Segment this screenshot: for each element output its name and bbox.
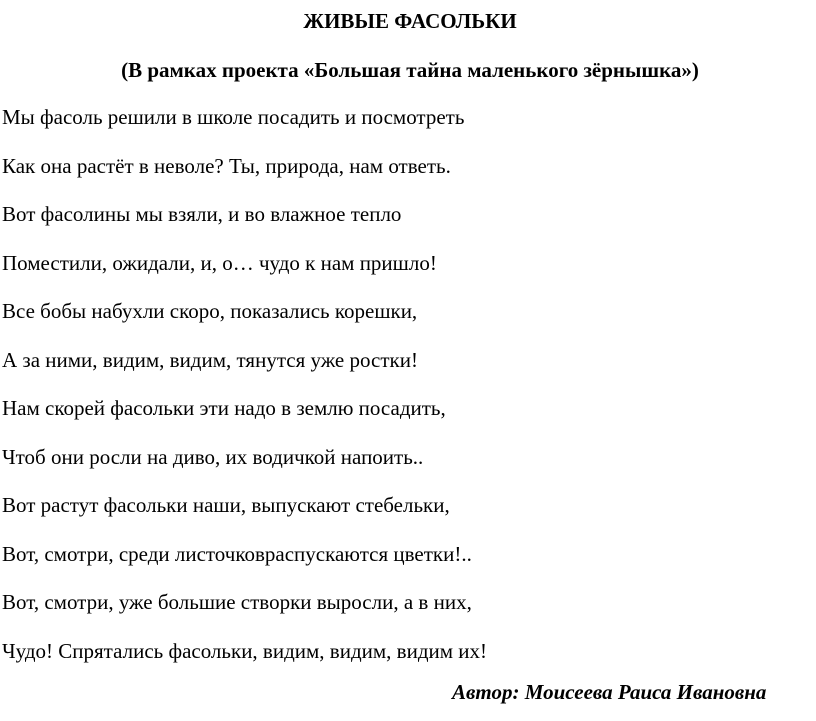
- poem-line: Как она растёт в неволе? Ты, природа, нам ответь.: [2, 153, 451, 178]
- poem-line: А за ними, видим, видим, тянутся уже ростки!: [2, 347, 418, 372]
- poem-subtitle: (В рамках проекта «Большая тайна маленького зёрнышка»): [121, 58, 699, 82]
- poem-line: Мы фасоль решили в школе посадить и посмотреть: [2, 105, 465, 129]
- poem-line: Все бобы набухли скоро, показались корешки,: [2, 299, 418, 323]
- author-credit: Автор: Моисеева Раиса Ивановна: [452, 680, 767, 704]
- poem-body: [2, 100, 487, 682]
- poem-line: Вот, смотри, уже большие створки выросли, а в них,: [2, 590, 472, 614]
- poem-line: Вот, смотри, среди листочковраспускаются цветки!..: [2, 541, 472, 566]
- poem-line: Вот растут фасольки наши, выпускают стебельки,: [2, 493, 450, 517]
- poem-line: Поместили, ожидали, и, о… чудо к нам пришло!: [2, 250, 437, 275]
- poem-line: Чтоб они росли на диво, их водичкой напоить..: [2, 444, 424, 469]
- poem-line: Чудо! Спрятались фасольки, видим, видим, видим их!: [2, 638, 488, 663]
- poem-line: Вот фасолины мы взяли, и во влажное тепло: [2, 202, 402, 226]
- poem-title: ЖИВЫЕ ФАСОЛЬКИ: [303, 9, 517, 33]
- poem-line: Нам скорей фасольки эти надо в землю посадить,: [2, 396, 446, 420]
